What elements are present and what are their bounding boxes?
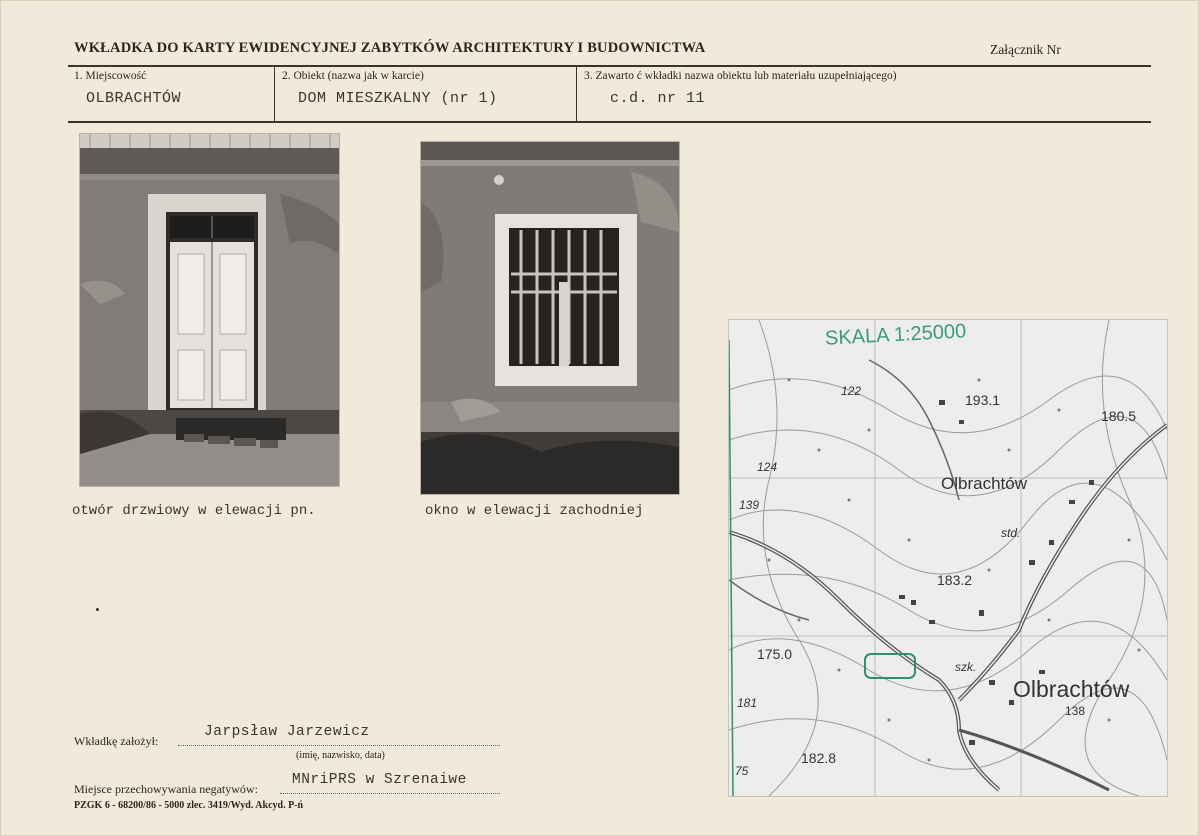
map-height-1931: 193.1 xyxy=(965,392,1001,408)
printer-imprint: PZGK 6 - 68200/86 - 5000 zlec. 3419/Wyd. Akcyd. P-ń xyxy=(74,800,304,811)
field-divider-2 xyxy=(576,66,577,122)
map-height-139: 139 xyxy=(739,498,760,512)
contents-label: 3. Zawarto ć wkładki nazwa obiektu lub materiału uzupełniającego) xyxy=(584,70,897,82)
map-scale-note: SKALA 1:25000 xyxy=(824,320,967,350)
window-image xyxy=(421,142,679,494)
map-height-75: 75 xyxy=(735,764,749,778)
door-photo-caption: otwór drzwiowy w elewacji pn. xyxy=(72,503,316,519)
door-photo xyxy=(80,134,339,486)
topographic-map xyxy=(729,320,1167,796)
place-label: 1. Miejscowość xyxy=(74,70,147,82)
rule-fields xyxy=(68,121,1151,123)
place-value: OLBRACHTÓW xyxy=(86,90,182,107)
contents-value: c.d. nr 11 xyxy=(610,90,706,107)
map-height-1805: 180.5 xyxy=(1101,408,1137,424)
window-photo-caption: okno w elewacji zachodniej xyxy=(425,503,644,519)
object-label: 2. Obiekt (nazwa jak w karcie) xyxy=(282,70,424,82)
stray-dot xyxy=(96,608,99,611)
map-height-1828: 182.8 xyxy=(801,750,837,766)
map-height-124: 124 xyxy=(757,460,778,474)
founder-hint: (imię, nazwisko, data) xyxy=(296,750,385,761)
map-height-181: 181 xyxy=(737,696,758,710)
negatives-value: MNriPRS w Szrenaiwe xyxy=(292,772,467,788)
map-height-1750: 175.0 xyxy=(757,646,793,662)
window-photo xyxy=(421,142,679,494)
door-image xyxy=(80,134,339,486)
rule-top xyxy=(68,65,1151,67)
map-town-main: Olbrachtów xyxy=(1013,676,1130,702)
card-title: WKŁADKA DO KARTY EWIDENCYJNEJ ZABYTKÓW ARCHITEKTURY I BUDOWNICTWA xyxy=(74,40,706,56)
negatives-dotline xyxy=(280,793,500,794)
map-height-122: 122 xyxy=(841,384,862,398)
map-lines xyxy=(729,320,1167,796)
map-height-1832: 183.2 xyxy=(937,572,973,588)
founder-dotline xyxy=(178,745,500,746)
map-szk-label: szk. xyxy=(955,660,977,674)
object-value: DOM MIESZKALNY (nr 1) xyxy=(298,90,498,107)
negatives-label: Miejsce przechowywania negatywów: xyxy=(74,782,258,796)
founder-value: Jarpsław Jarzewicz xyxy=(204,724,370,740)
field-divider-1 xyxy=(274,66,275,122)
founder-label: Wkładkę założył: xyxy=(74,734,159,748)
attachment-label: Załącznik Nr xyxy=(990,42,1061,57)
map-std-label: std. xyxy=(1001,526,1021,540)
map-town-top: Olbrachtów xyxy=(941,474,1027,493)
map-height-138: 138 xyxy=(1065,704,1086,718)
